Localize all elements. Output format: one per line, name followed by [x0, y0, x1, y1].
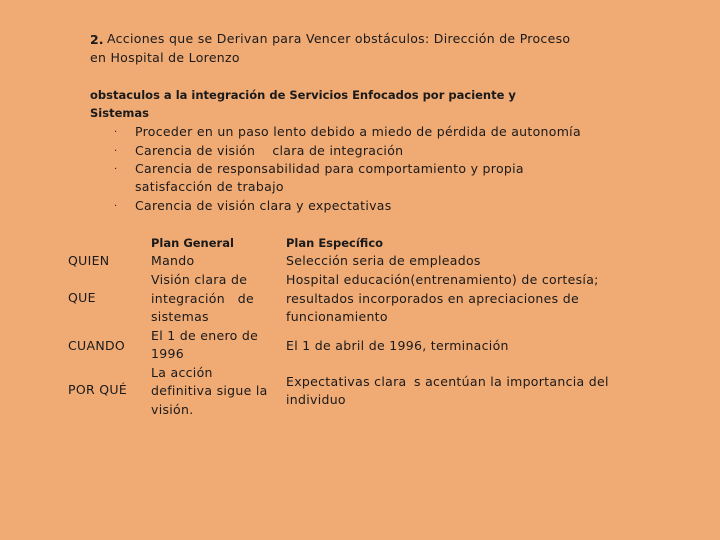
general-line: visión.: [151, 402, 194, 417]
general-line: Mando: [151, 253, 195, 268]
subheading-line-1: obstaculos a la integración de Servicios Enfocados por paciente y: [90, 88, 516, 102]
bullet-marker: ·: [114, 146, 118, 157]
section-number: 2.: [90, 32, 104, 47]
title-line-2: en Hospital de Lorenzo: [90, 50, 240, 65]
row-label-cuando: CUANDO: [68, 338, 126, 353]
general-line: 1996: [151, 346, 185, 361]
row-label-quien: QUIEN: [68, 253, 110, 268]
bullet-2-text: Carencia de visión clara de integración: [135, 143, 404, 158]
bullet-4-text: Carencia de visión clara y expectativas: [135, 198, 392, 213]
row-label-que: QUE: [68, 290, 96, 305]
general-line: La acción: [151, 365, 213, 380]
column-header-general: Plan General: [151, 236, 234, 250]
bullet-marker: ·: [114, 127, 118, 138]
bullet-marker: ·: [114, 201, 118, 212]
subheading-line-2: Sistemas: [90, 106, 149, 120]
title-line-1: Acciones que se Derivan para Vencer obstáculos: Dirección de Proceso: [107, 31, 571, 46]
specific-porque-line-2: individuo: [286, 392, 346, 407]
general-line: El 1 de enero de: [151, 328, 259, 343]
general-line: definitiva sigue la: [151, 383, 268, 398]
specific-que-line: Hospital educación(entrenamiento) de cortesía;: [286, 272, 599, 287]
general-line: integración de: [151, 291, 254, 306]
specific-quien: Selección seria de empleados: [286, 253, 481, 268]
specific-porque-line-1a: Expectativas clara: [286, 374, 407, 389]
bullet-marker: ·: [114, 164, 118, 175]
bullet-3-text-line-1: Carencia de responsabilidad para comportamiento y propia: [135, 161, 524, 176]
row-label-porque: POR QUÉ: [68, 382, 128, 397]
specific-cuando: El 1 de abril de 1996, terminación: [286, 338, 509, 353]
specific-porque-line-1b: s acentúan la importancia del: [414, 374, 609, 389]
general-line: sistemas: [151, 309, 209, 324]
specific-que-line: funcionamiento: [286, 309, 388, 324]
bullet-1-text: Proceder en un paso lento debido a miedo de pérdida de autonomía: [135, 124, 581, 139]
column-header-specific: Plan Específico: [286, 236, 384, 250]
general-line: Visión clara de: [151, 272, 248, 287]
bullet-3-text-line-2: satisfacción de trabajo: [135, 179, 284, 194]
specific-que-line: resultados incorporados en apreciaciones de: [286, 291, 579, 306]
